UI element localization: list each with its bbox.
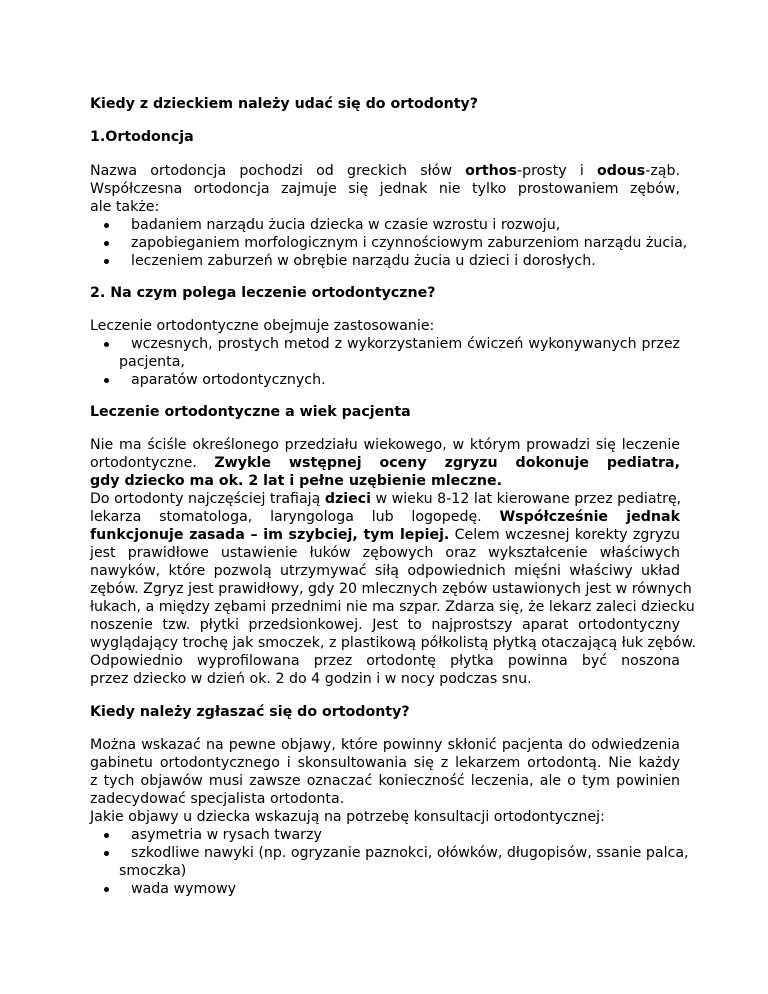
paragraph-line: z tych objawów musi zawsze oznaczać konieczność leczenia, ale o tym powinien [90, 773, 680, 789]
paragraph-line: wyglądający trochę jak smoczek, z plastikową półkolistą płytką otaczającą łuk zębów. [90, 635, 697, 651]
bullet-icon [104, 259, 109, 264]
bullet-icon [104, 851, 109, 856]
bullet-icon [104, 342, 109, 347]
paragraph-line: Współczesna ortodoncja zajmuje się jednak nie tylko prostowaniem zębów, [90, 181, 680, 197]
paragraph-line: Można wskazać na pewne objawy, które powinny skłonić pacjenta do odwiedzenia [90, 737, 680, 753]
paragraph-line: noszenie tzw. płytki przedsionkowej. Jest to najprostszy aparat ortodontyczny [90, 617, 680, 633]
section-heading-kiedy: Kiedy należy zgłaszać się do ortodonty? [90, 704, 410, 720]
paragraph-line: łukach, a między zębami przednimi nie ma szpar. Zdarza się, że lekarz zaleci dziecku [90, 599, 695, 615]
paragraph-line: zębów. Zgryz jest prawidłowy, gdy 20 mlecznych zębów ustawionych jest w równych [90, 581, 692, 597]
paragraph-line: nawyków, które pozwolą utrzymywać siłą odpowiednich mięśni właściwy układ [90, 563, 680, 579]
paragraph-line: przez dziecko w dzień ok. 2 do 4 godzin i w nocy podczas snu. [90, 671, 532, 687]
term-odous: odous [597, 163, 646, 179]
bullet-icon [104, 241, 109, 246]
bullet-icon [104, 887, 109, 892]
bullet-icon [104, 378, 109, 383]
document-title: Kiedy z dzieckiem należy udać się do ortodonty? [90, 96, 479, 112]
section-heading-wiek: Leczenie ortodontyczne a wiek pacjenta [90, 404, 411, 420]
paragraph-line: ale także: [90, 199, 160, 215]
paragraph-line: lekarza stomatologa, laryngologa lub logopedę. Współcześnie jednak [90, 509, 680, 525]
list-item-continuation: pacjenta, [119, 354, 185, 370]
term-orthos: orthos [465, 163, 517, 179]
bullet-icon [104, 223, 109, 228]
section-heading-leczenie: 2. Na czym polega leczenie ortodontyczne? [90, 285, 436, 301]
paragraph-line: Odpowiednio wyprofilowana przez ortodontę płytka powinna być noszona [90, 653, 680, 669]
paragraph-line: Jakie objawy u dziecka wskazują na potrzebę konsultacji ortodontycznej: [90, 809, 605, 825]
paragraph-line: funkcjonuje zasada – im szybciej, tym lepiej. Celem wczesnej korekty zgryzu [90, 527, 680, 543]
paragraph-line: zadecydować specjalista ortodonta. [90, 791, 345, 807]
paragraph-line: jest prawidłowe ustawienie łuków zębowych oraz wykształcenie właściwych [90, 545, 680, 561]
bullet-icon [104, 833, 109, 838]
paragraph-line: gdy dziecko ma ok. 2 lat i pełne uzębienie mleczne. [90, 473, 503, 489]
paragraph-line: ortodontyczne. Zwykle wstępnej oceny zgryzu dokonuje pediatra, [90, 455, 680, 471]
paragraph-line: Do ortodonty najczęściej trafiają dzieci w wieku 8-12 lat kierowane przez pediatrę, [90, 491, 682, 507]
paragraph-line: Nazwa ortodoncja pochodzi od greckich słów orthos-prosty i odous-ząb. [90, 163, 680, 179]
paragraph-line: Leczenie ortodontyczne obejmuje zastosowanie: [90, 318, 435, 334]
list-item-continuation: smoczka) [119, 863, 187, 879]
section-heading-ortodoncja: 1.Ortodoncja [90, 129, 194, 145]
paragraph-line: Nie ma ściśle określonego przedziału wiekowego, w którym prowadzi się leczenie [90, 437, 680, 453]
paragraph-line: gabinetu ortodontycznego i skonsultowania się z lekarzem ortodontą. Nie każdy [90, 755, 680, 771]
